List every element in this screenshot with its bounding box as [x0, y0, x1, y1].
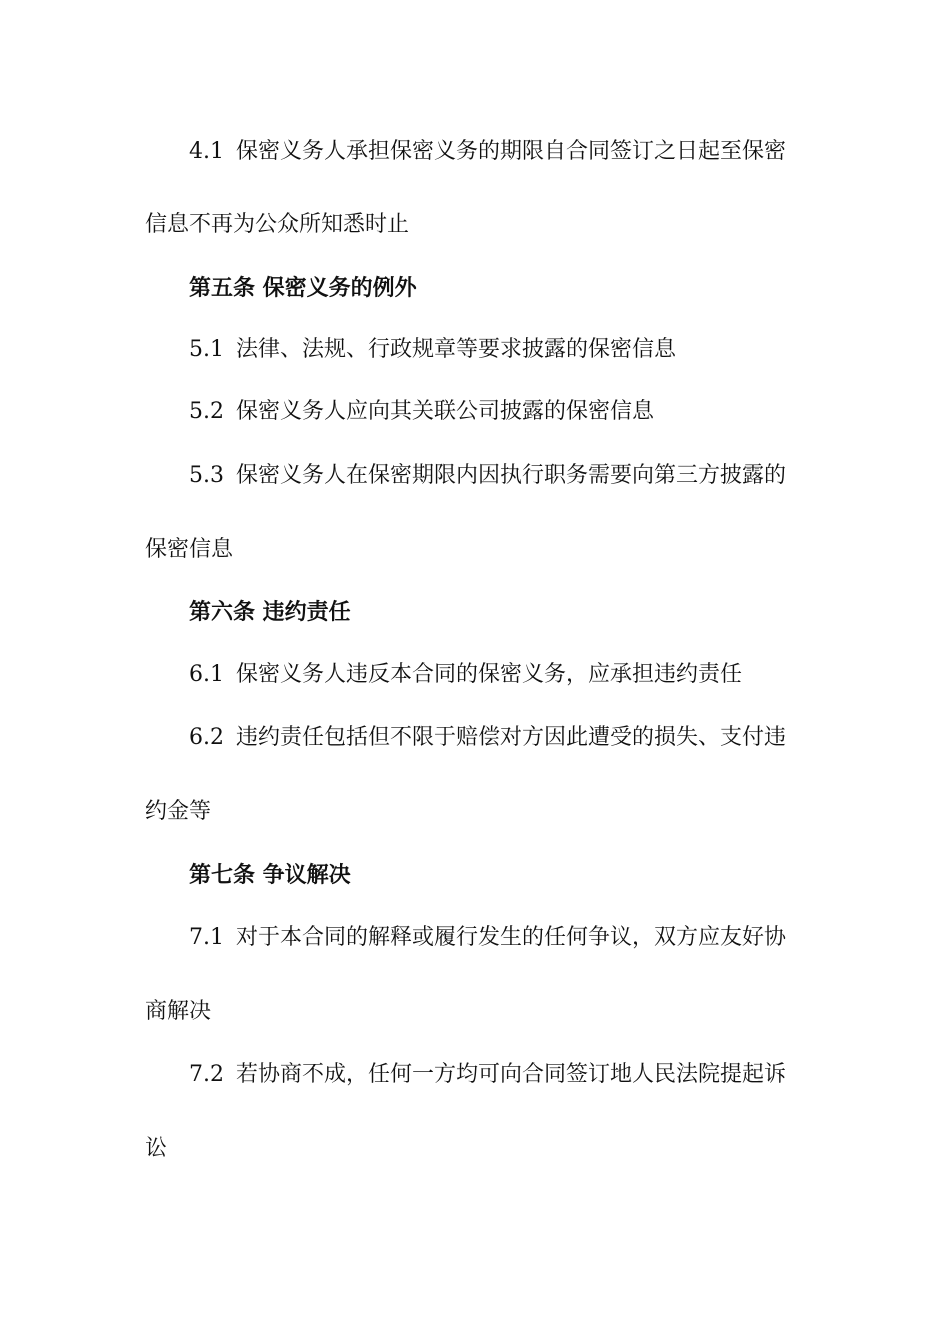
clause-7-2 — [0, 1060, 950, 1090]
clause-number: 5.3 — [189, 463, 224, 488]
clause-number: 4.1 — [189, 139, 224, 164]
clause-number: 6.1 — [189, 662, 224, 687]
clause-5-3 — [0, 461, 950, 491]
clause-text: 保密义务人违反本合同的保密义务，应承担违约责任 — [236, 662, 743, 687]
section-heading-5: 第五条 保密义务的例外 — [189, 275, 417, 301]
clause-4-1 — [0, 137, 950, 167]
section-heading-7: 第七条 争议解决 — [189, 862, 351, 888]
clause-6-2-continuation: 约金等 — [145, 799, 212, 824]
clause-number: 7.1 — [189, 925, 224, 950]
clause-5-1 — [0, 335, 950, 365]
clause-7-2-continuation: 讼 — [145, 1136, 168, 1161]
clause-text: 保密义务人承担保密义务的期限自合同签订之日起至保密 — [236, 139, 787, 164]
clause-text: 违约责任包括但不限于赔偿对方因此遭受的损失、支付违 — [236, 725, 787, 750]
clause-6-2 — [0, 723, 950, 753]
clause-number: 7.2 — [189, 1062, 224, 1087]
clause-number: 5.2 — [189, 399, 224, 424]
clause-6-1 — [0, 660, 950, 690]
clause-5-3-continuation: 保密信息 — [145, 537, 234, 562]
clause-4-1-continuation: 信息不再为公众所知悉时止 — [145, 212, 410, 237]
clause-7-1 — [0, 923, 950, 953]
clause-text: 保密义务人在保密期限内因执行职务需要向第三方披露的 — [236, 463, 787, 488]
section-heading-6: 第六条 违约责任 — [189, 599, 351, 625]
clause-text: 若协商不成，任何一方均可向合同签订地人民法院提起诉 — [236, 1062, 787, 1087]
clause-text: 对于本合同的解释或履行发生的任何争议，双方应友好协 — [236, 925, 787, 950]
clause-5-2 — [0, 397, 950, 427]
clause-7-1-continuation: 商解决 — [145, 999, 212, 1024]
clause-text: 法律、法规、行政规章等要求披露的保密信息 — [236, 337, 677, 362]
clause-number: 5.1 — [189, 337, 224, 362]
clause-number: 6.2 — [189, 725, 224, 750]
clause-text: 保密义务人应向其关联公司披露的保密信息 — [236, 399, 655, 424]
